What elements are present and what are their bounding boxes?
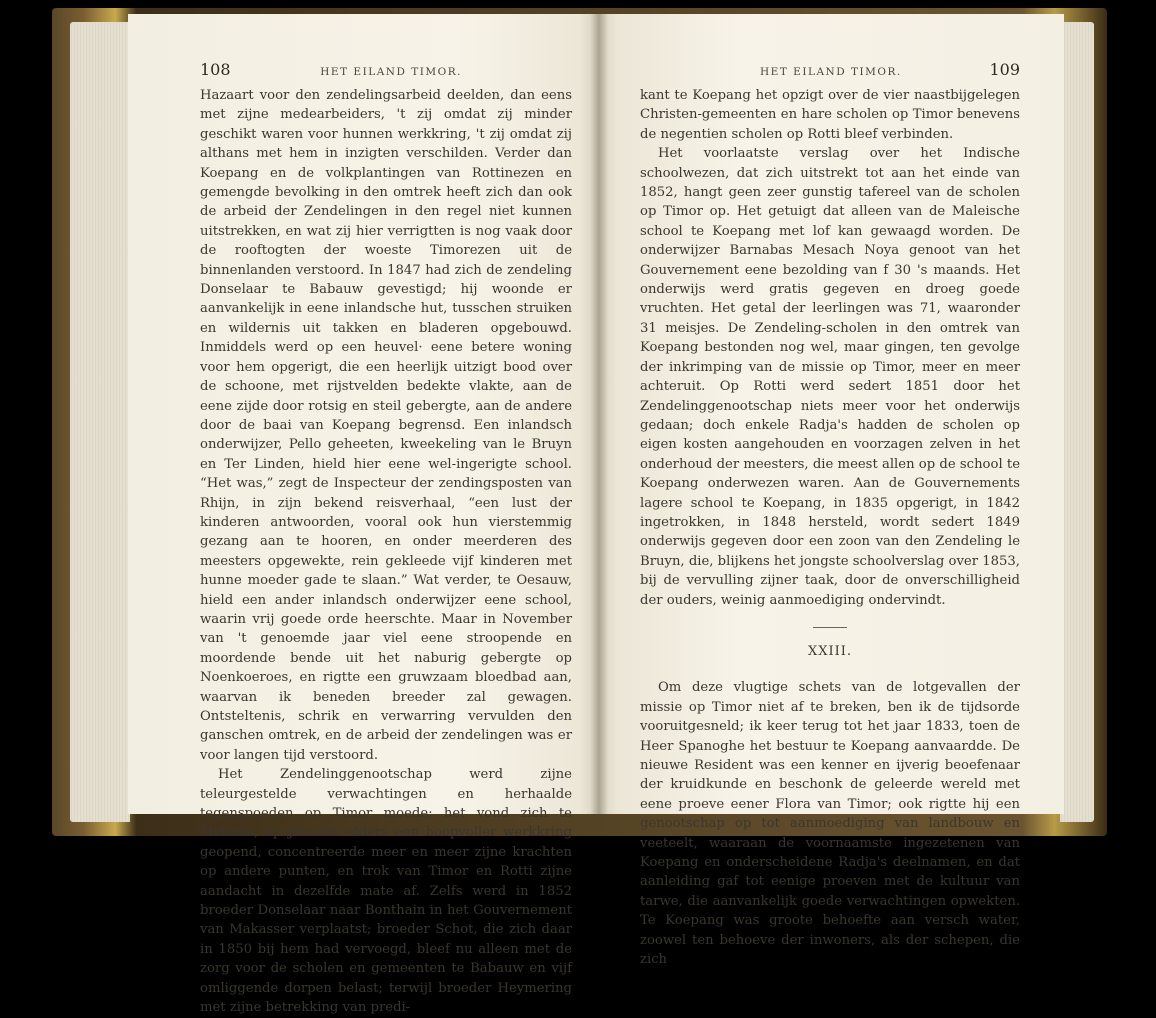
left-paragraph-1: Hazaart voor den zendelingsarbeid deelden, dan eens met zijne medearbeiders, 't zij omdat zij minder geschikt waren voor hunnen werkkring, 't zij omdat zij althans met hem in inzigten verschilden. Verder dan Koepang en de volkplantingen van Rottinezen en gemengde bevolking in den omtrek heeft zich dan ook de arbeid der Zendelingen in den regel niet kunnen uitstrekken, en wat zij hier verrigtten is nog vaak door de rooftogten der woeste Timorezen uit de binnenlanden verstoord. In 1847 had zich de zendeling Donselaar te Babauw gevestigd; hij woonde er aanvankelijk in eene inlandsche hut, tusschen struiken en wildernis uit takken en bladeren opgebouwd. Inmiddels werd op een heuvel· eene betere woning voor hem opgerigt, die een heerlijk uitzigt bood over de schoone, met rijstvelden bedekte vlakte, aan de eene zijde door rotsig en steil gebergte, aan de andere door de baai van Koepang begrensd. Een inlandsch onderwijzer, Pello geheeten, kweekeling van le Bruyn en Ter Linden, hield hier eene wel-ingerigte school. “Het was,” zegt de Inspecteur der zendingsposten van Rhijn, in zijn bekend reisverhaal, “een lust der kinderen antwoorden, vooral ook hun vierstemmig gezang aan te hooren, en onder meerderen des meesters opgewekte, rein gekleede vijf kinderen met hunne moeder gade te slaan.” Wat verder, te Oesauw, hield een ander inlandsch onderwijzer eene school, waarin vrij goede orde heerschte. Maar in November van 't genoemde jaar viel eene stroopende en moordende bende uit het naburig gebergte op Noenkoeroes, en rigtte een gruwzaam bloedbad aan, waarvan ik beneden breeder zal gewagen. Ontsteltenis, schrik en verwarring vervulden den ganschen omtrek, en de arbeid der zendelingen was er voor langen tijd verstoord.: [200, 88, 572, 763]
left-paragraph-2: Het Zendelinggenootschap werd zijne teleurgestelde verwachtingen en herhaalde tegenspoeden op Timor moede; het vond zich te Menado, op Java en elders een hoopvoller werkkring geopend, concentreerde meer en meer zijne krachten op andere punten, en trok van Timor en Rotti zijne aandacht in dezelfde mate af. Zelfs werd in 1852 broeder Donselaar naar Bonthain in het Gouvernement van Makasser verplaatst; broeder Schot, die zich daar in 1850 bij hem had vervoegd, bleef nu alleen met de zorg voor de scholen en gemeenten te Babauw en vijf omliggende dorpen belast; terwijl broeder Heymering met zijne betrekking van predi-: [200, 767, 572, 1016]
right-page-header: [640, 60, 1020, 86]
right-paragraph-3: Om deze vlugtige schets van de lotgevallen der missie op Timor niet af te breken, ben ik de tijdsorde vooruitgesneld; ik keer terug tot het jaar 1833, toen de Heer Spanoghe het bestuur te Koepang aanvaardde. De nieuwe Resident was een kenner en ijverig beoefenaar der kruidkunde en beschonk de geleerde wereld met eene proeve eener Flora van Timor; ook rigtte hij een genootschap op tot aanmoediging van landbouw en veeteelt, waaraan de voornaamste ingezetenen van Koepang en onderscheidene Radja's deelnamen, en dat aanleiding gaf tot eenige proeven met de kultuur van tarwe, die aanvankelijk goede verwachtingen opwekten. Te Koepang was groote behoefte aan versch water, zoowel ten behoeve der inwoners, als der schepen, die zich: [640, 680, 1020, 968]
left-page: [128, 14, 598, 1016]
right-page-number: 109: [989, 60, 1020, 79]
right-paragraph-2: Het voorlaatste verslag over het Indische schoolwezen, dat zich uitstrekt tot aan het einde van 1852, hangt geen zeer gunstig tafereel van de scholen op Timor op. Het getuigt dat alleen van de Maleische school te Koepang met lof kan gewaagd worden. De onderwijzer Barnabas Mesach Noya genoot van het Gouvernement eene bezolding van f 30 's maands. Het onderwijs werd gratis gegeven en droeg goede vruchten. Het getal der leerlingen was 71, waaronder 31 meisjes. De Zendeling-scholen in den omtrek van Koepang bestonden nog wel, maar gingen, ten gevolge der inkrimping van de missie op Timor, meer en meer achteruit. Op Rotti werd sedert 1851 door het Zendelinggenootschap niets meer voor het onderwijs gedaan; doch enkele Radja's hadden de scholen op eigen kosten aangehouden en voorzagen zelven in het onderhoud der meesters, die meest allen op de school te Koepang onderwezen waren. Aan de Gouvernements lagere school te Koepang, in 1835 opgerigt, in 1842 ingetrokken, in 1848 hersteld, wordt sedert 1849 onderwijs gegeven door een zoon van den Zendeling le Bruyn, die, blijkens het jongste schoolverslag over 1853, bij de vervulling zijner taak, door de onverschilligheid der ouders, weinig aanmoediging ondervindt.: [640, 146, 1020, 608]
right-page: [598, 14, 1064, 968]
page-edges-right: [1060, 22, 1094, 822]
left-page-text: [200, 86, 572, 1018]
right-page-text: [640, 86, 1020, 969]
left-page-number: 108: [200, 60, 231, 79]
left-page-header: [200, 60, 572, 86]
left-running-title: HET EILAND TIMOR.: [320, 66, 462, 78]
right-paragraph-1: kant te Koepang het opzigt over de vier naastbijgelegen Christen-gemeenten en hare scholen op Timor benevens de negentien scholen op Rotti bleef verbinden.: [640, 88, 1020, 142]
right-running-title: HET EILAND TIMOR.: [760, 66, 902, 78]
section-divider: [813, 627, 847, 628]
book-gutter: [590, 14, 608, 814]
page-edges-left: [70, 22, 130, 822]
section-heading: XXIII.: [807, 643, 853, 659]
